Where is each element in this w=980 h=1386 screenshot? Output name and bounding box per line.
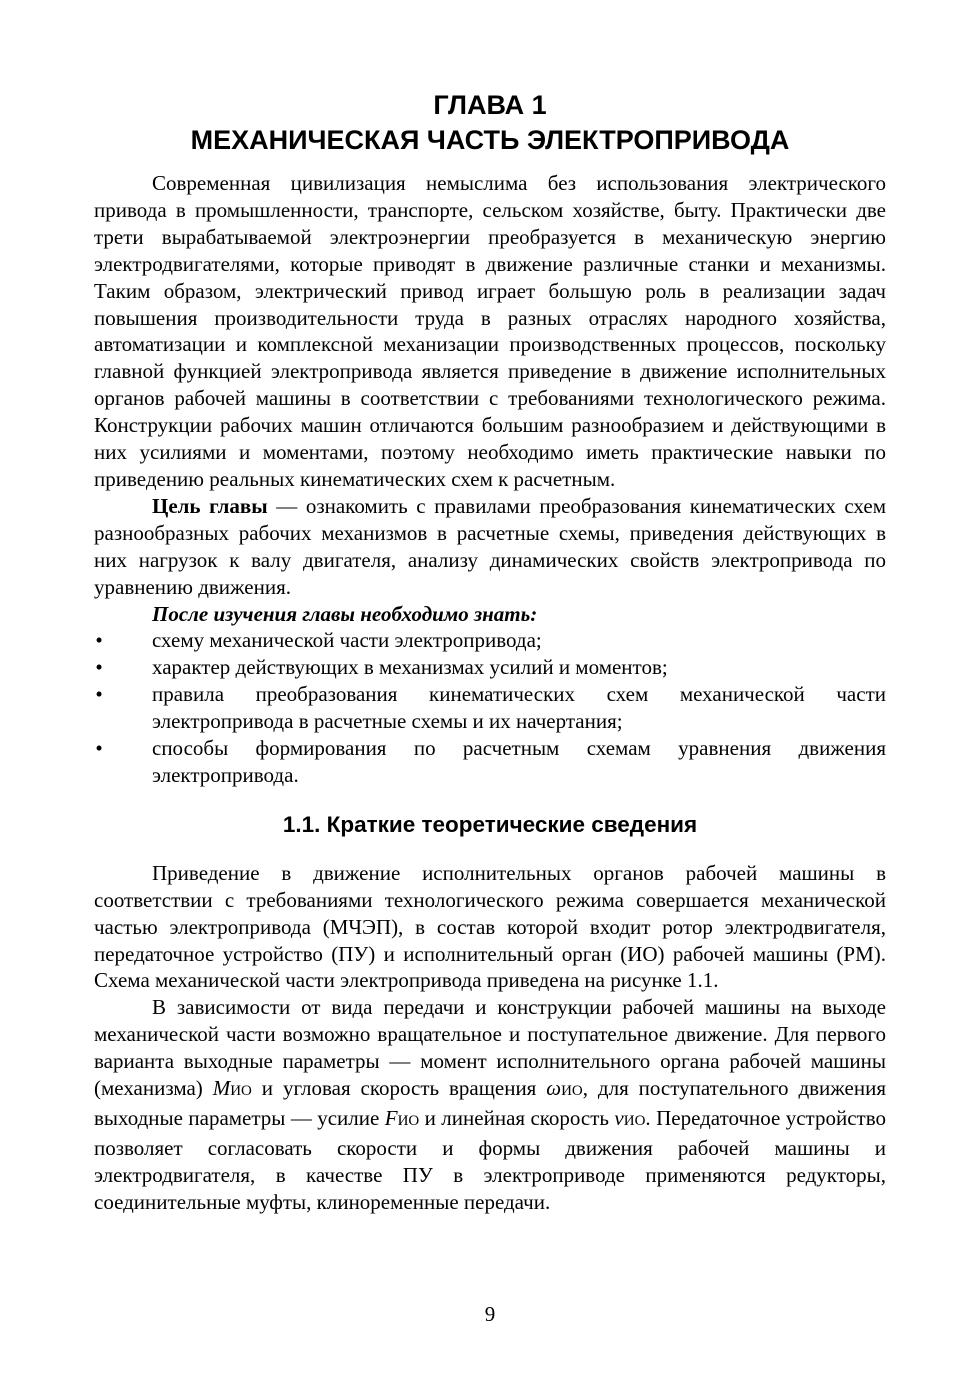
angular-speed-symbol: ω: [546, 1076, 562, 1101]
page-number: 9: [484, 1302, 496, 1326]
force-symbol: F: [384, 1106, 398, 1130]
bullet-icon: •: [95, 655, 103, 680]
chapter-name: МЕХАНИЧЕСКАЯ ЧАСТЬ ЭЛЕКТРОПРИВОДА: [190, 125, 790, 155]
list-item: • характер действующих в механизмах усилий и моментов;: [95, 655, 668, 680]
chapter-number: ГЛАВА 1: [433, 90, 547, 120]
document-page: [94, 88, 886, 1216]
bullet-icon: •: [95, 682, 103, 707]
bullet-icon: •: [95, 628, 103, 653]
chapter-title: [94, 88, 886, 158]
goal-text: — ознакомить с правилами преобразования кинематических схем разнообразных рабочих механизмов в расчетные схемы, приведения действующих в них нагрузок к валу двигателя, анализу динамических свойств электропривода по уравнению движения.: [94, 493, 887, 599]
must-know-list: [94, 627, 886, 788]
section-title: 1.1. Краткие теоретические сведения: [282, 811, 698, 837]
goal-label: Цель главы: [152, 493, 268, 518]
must-know-heading: После изучения главы необходимо знать:: [152, 601, 538, 626]
linear-speed-symbol: v: [614, 1106, 624, 1130]
intro-paragraph: Современная цивилизация немыслима без использования электрического привода в промышленности, транспорте, сельском хозяйстве, быту. Практически две трети вырабатываемой электроэнергии преобразуется в механическую энергию электродвигателями, которые приводят в движение различные станки и механизмы. Таким образом, электрический привод играет большую роль в реализации задач повышения производительности труда в разных отраслях народного хозяйства, автоматизации и комплексной механизации производственных процессов, поскольку главной функцией электропривода является приведение в движение исполнительных органов рабочей машины в соответствии с требованиями технологического режима. Конструкции рабочих машин отличаются большим разнообразием и действующими в них усилиями и моментами, поэтому необходимо иметь практические навыки по приведению реальных кинематических схем к расчетным.: [94, 171, 886, 491]
list-item: • схему механической части электропривода;: [95, 628, 542, 653]
bullet-icon: •: [95, 736, 103, 761]
list-item: • способы формирования по расчетным схемам уравнения движения электропривода.: [95, 736, 886, 787]
section-paragraph-2: В зависимости от вида передачи и конструкции рабочей машины на выходе механической части возможно вращательное и поступательное движение. Для первого варианта выходные параметры — момент исполнительного органа рабочей машины (механизма) MИО и угловая скорость вращения ωИО, для поступательного движения выходные параметры — усилие FИО и линейная скорость vИО. Передаточное устройство позволяет согласовать скорости и формы движения рабочей машины и электродвигателя, в качестве ПУ в электроприводе применяются редукторы, соединительные муфты, клиноременные передачи.: [94, 995, 886, 1214]
section-paragraph-1: Приведение в движение исполнительных органов рабочей машины в соответствии с требованиями технологического режима совершается механической частью электропривода (МЧЭП), в состав которой входит ротор электродвигателя, передаточное устройство (ПУ) и исполнительный орган (ИО) рабочей машины (РМ). Схема механической части электропривода приведена на рисунке 1.1.: [94, 860, 886, 993]
list-item: • правила преобразования кинематических схем механической части электропривода в расчетные схемы и их начертания;: [95, 682, 886, 734]
moment-symbol: M: [212, 1076, 231, 1101]
goal-paragraph: [94, 493, 886, 601]
